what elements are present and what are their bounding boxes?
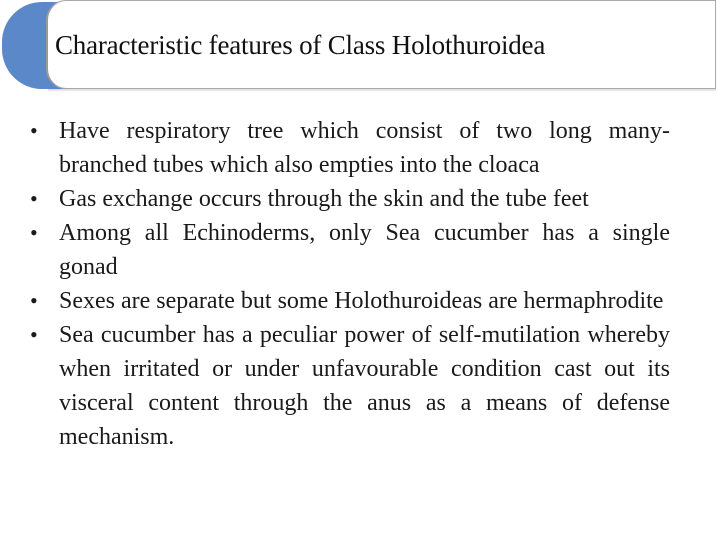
bullet-marker: • — [30, 220, 38, 245]
bullet-text: Sea cucumber has a peculiar power of self-mutilation whereby when irritated or under unfavourable condition cast out its visceral content through the anus as a means of defense mechanism. — [59, 322, 670, 450]
bullet-text: Have respiratory tree which consist of two long many-branched tubes which also empties into the cloaca — [59, 118, 670, 178]
bullet-marker: • — [30, 186, 38, 211]
bullet-item — [30, 216, 670, 284]
bullet-marker: • — [30, 322, 38, 347]
bullet-item — [30, 182, 670, 216]
bullet-item — [30, 284, 670, 318]
bullet-marker: • — [30, 288, 38, 313]
bullet-text: Among all Echinoderms, only Sea cucumber has a single gonad — [59, 220, 670, 280]
slide-title: Characteristic features of Class Holothuroidea — [55, 30, 546, 60]
bullet-item — [30, 318, 670, 454]
bullet-text: Sexes are separate but some Holothuroideas are hermaphrodite — [59, 288, 664, 314]
bullet-text: Gas exchange occurs through the skin and the tube feet — [59, 186, 589, 212]
bullet-marker: • — [30, 118, 38, 143]
bullet-list — [30, 114, 670, 454]
bullet-item — [30, 114, 670, 182]
title-shadow — [48, 89, 716, 92]
